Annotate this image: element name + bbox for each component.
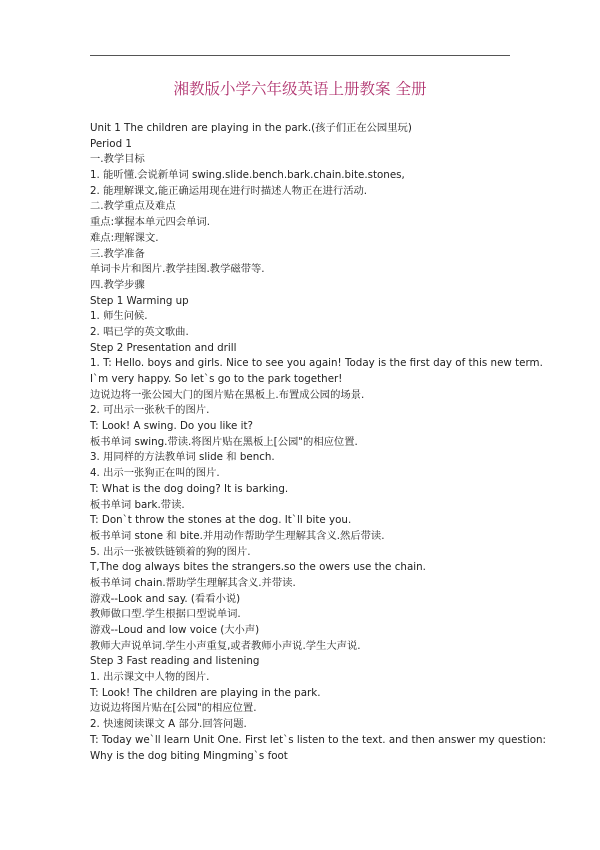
- body-line: 教师做口型.学生根据口型说单词.: [90, 608, 241, 621]
- body-line: Unit 1 The children are playing in the park.(孩子们正在公园里玩): [90, 122, 412, 134]
- body-line: 1. T: Hello. boys and girls. Nice to see you again! Today is the first day of this new term.: [90, 357, 543, 370]
- body-line: 4. 出示一张狗正在叫的图片.: [90, 467, 220, 480]
- body-line: 重点:掌握本单元四会单词.: [90, 216, 211, 229]
- body-line: T: Don`t throw the stones at the dog. It`ll bite you.: [90, 514, 352, 527]
- document-body: [90, 121, 570, 764]
- body-line: Step 3 Fast reading and listening: [90, 655, 260, 668]
- body-line: 5. 出示一张被铁链锁着的狗的图片.: [90, 545, 251, 558]
- body-line: 边说边将一张公园大门的图片贴在黑板上.布置成公园的场景.: [90, 388, 365, 401]
- body-line: 1. 出示课文中人物的图片.: [90, 671, 210, 684]
- body-line: Step 2 Presentation and drill: [90, 341, 237, 354]
- body-line: 板书单词 stone 和 bite.并用动作帮助学生理解其含义.然后带读.: [90, 529, 385, 542]
- body-line: 三.教学准备: [90, 247, 145, 260]
- body-line: T: Look! A swing. Do you like it?: [90, 420, 253, 433]
- body-line: 2. 快速阅读课文 A 部分.回答问题.: [90, 718, 247, 731]
- body-line: Why is the dog biting Mingming`s foot: [90, 749, 288, 762]
- body-line: 3. 用同样的方法教单词 slide 和 bench.: [90, 451, 275, 464]
- body-line: I`m very happy. So let`s go to the park together!: [90, 373, 343, 385]
- body-line: Step 1 Warming up: [90, 294, 189, 307]
- body-line: 难点:理解课文.: [90, 231, 159, 244]
- body-line: 一.教学目标: [90, 153, 145, 166]
- body-line: 板书单词 swing.带读.将图片贴在黑板上[公园"的相应位置.: [90, 435, 358, 448]
- body-line: 游戏--Look and say. (看看小说): [90, 592, 241, 605]
- body-line: 2. 能理解课文,能正确运用现在进行时描述人物正在进行活动.: [90, 184, 368, 197]
- body-line: T,The dog always bites the strangers.so the owers use the chain.: [90, 561, 426, 574]
- body-line: T: Today we`ll learn Unit One. First let`s listen to the text. and then answer my question:: [90, 733, 546, 746]
- body-line: 单词卡片和图片.教学挂图.教学磁带等.: [90, 263, 265, 276]
- body-line: T: What is the dog doing? It is barking.: [90, 482, 289, 495]
- body-line: 教师大声说单词.学生小声重复,或者教师小声说.学生大声说.: [90, 639, 361, 652]
- body-line: Period 1: [90, 137, 132, 150]
- body-line: 板书单词 bark.带读.: [90, 498, 185, 511]
- body-line: T: Look! The children are playing in the park.: [90, 686, 321, 699]
- header-rule: [90, 55, 510, 56]
- body-line: 2. 可出示一张秋千的图片.: [90, 404, 210, 417]
- document-title: 湘教版小学六年级英语上册教案 全册: [173, 80, 427, 98]
- body-line: 1. 师生问候.: [90, 310, 148, 323]
- body-line: 四.教学步骤: [90, 278, 145, 291]
- body-line: 游戏--Loud and low voice (大小声): [90, 624, 260, 636]
- body-line: 2. 唱已学的英文歌曲.: [90, 325, 189, 338]
- body-line: 二.教学重点及难点: [90, 200, 176, 213]
- body-line: 边说边将图片贴在[公园"的相应位置.: [90, 702, 257, 715]
- body-line: 板书单词 chain.帮助学生理解其含义.并带读.: [90, 576, 296, 589]
- body-line: 1. 能听懂.会说新单词 swing.slide.bench.bark.chain.bite.stones,: [90, 169, 405, 182]
